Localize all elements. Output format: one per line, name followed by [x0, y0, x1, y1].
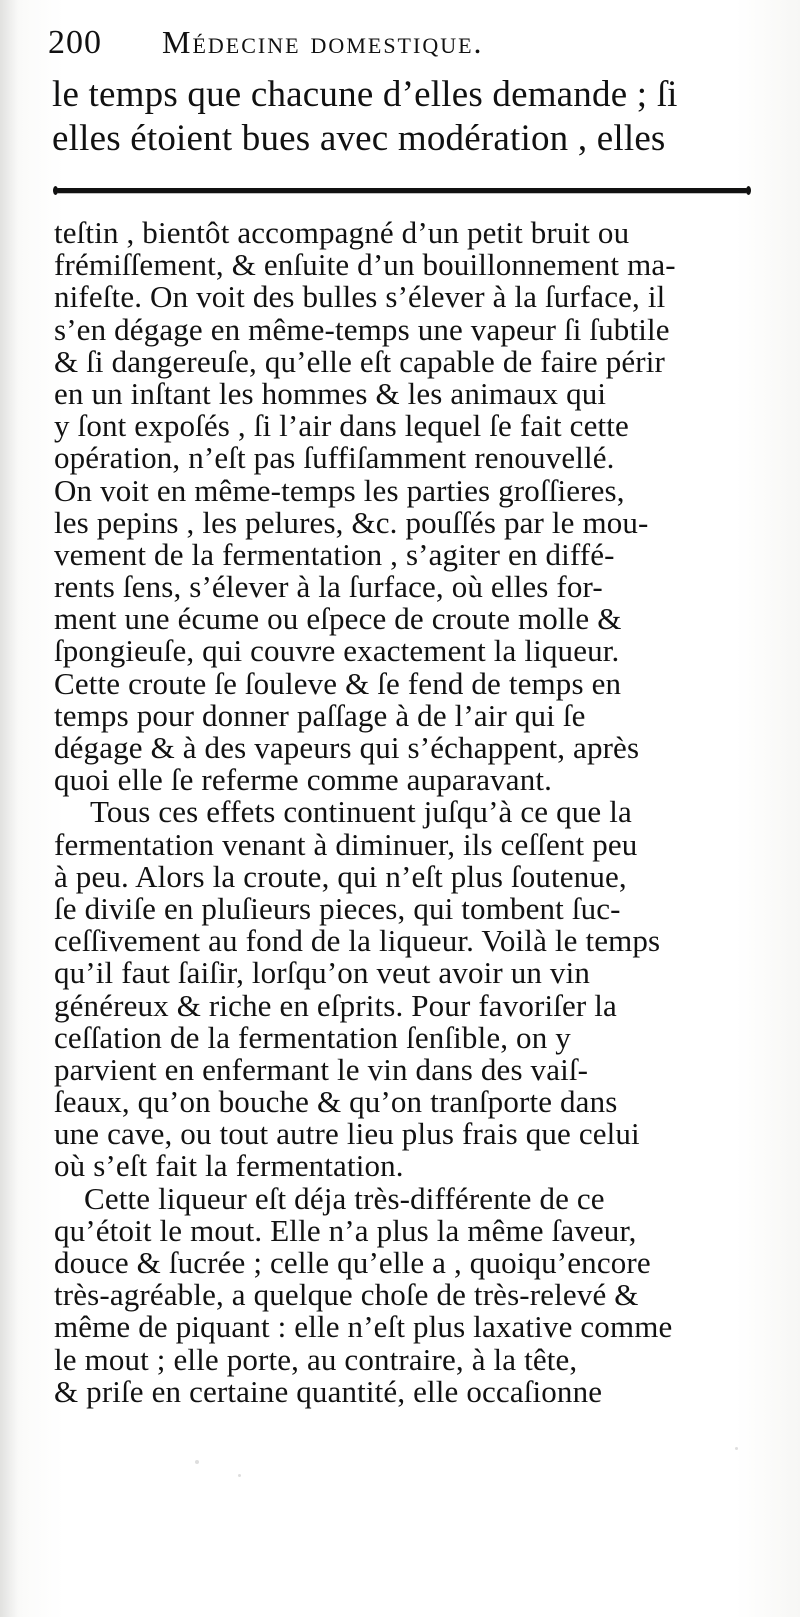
body-text-line: le mout ; elle porte, au contraire, à la tête,: [54, 1341, 578, 1377]
body-text-line: s’en dégage en même-temps une vapeur ſi ſubtile: [54, 311, 670, 347]
body-text-line: généreux & riche en eſprits. Pour favoriſer la: [54, 987, 617, 1023]
body-text-line: On voit en même-temps les parties groſſieres,: [54, 472, 625, 508]
body-text-line: frémiſſement, & enſuite d’un bouillonnement ma-: [54, 247, 676, 283]
page-body-text: [54, 217, 754, 1408]
body-text-line: une cave, ou tout autre lieu plus frais que celui: [54, 1116, 640, 1152]
section-rule: [56, 188, 748, 193]
paragraph-start-line: Cette liqueur eſt déja très-différente de ce: [84, 1180, 605, 1216]
body-text-line: nifeſte. On voit des bulles s’élever à la ſurface, il: [54, 279, 666, 315]
top-text-block: [52, 73, 752, 161]
body-text-line: y ſont expoſés , ſi l’air dans lequel ſe fait cette: [54, 408, 629, 444]
body-text-line: ſeaux, qu’on bouche & qu’on tranſporte dans: [54, 1084, 618, 1120]
paper-speck: [735, 1447, 738, 1450]
body-text-line: où s’eſt fait la fermentation.: [54, 1148, 404, 1184]
body-text-line: opération, n’eſt pas ſuffiſamment renouvellé.: [54, 440, 615, 476]
body-text-line: qu’il faut ſaiſir, lorſqu’on veut avoir un vin: [54, 955, 590, 991]
body-text-line: fermentation venant à diminuer, ils ceſſent peu: [54, 826, 638, 862]
body-text-line: parvient en enfermant le vin dans des vaiſ-: [54, 1051, 589, 1087]
body-text-line: les pepins , les pelures, &c. pouſſés par le mou-: [54, 504, 649, 540]
page-binding-shadow: [0, 0, 18, 1617]
paper-speck: [238, 1474, 241, 1477]
body-text-line: dégage & à des vapeurs qui s’échappent, après: [54, 730, 640, 765]
body-text-line: teſtin , bientôt accompagné d’un petit bruit ou: [54, 215, 630, 250]
body-text-line: ceſſivement au fond de la liqueur. Voilà le temps: [54, 923, 661, 959]
body-text-line: ſpongieuſe, qui couvre exactement la liqueur.: [54, 633, 620, 669]
top-text-line: le temps que chacune d’elles demande ; ſi: [52, 74, 678, 115]
page-number: 200: [48, 24, 102, 61]
body-text-line: & ſi dangereuſe, qu’elle eſt capable de faire périr: [54, 343, 665, 379]
body-text-line: qu’étoit le mout. Elle n’a plus la même ſaveur,: [54, 1212, 637, 1248]
body-text-line: vement de la fermentation , s’agiter en diffé-: [54, 536, 615, 572]
body-text-line: Cette croute ſe ſouleve & ſe fend de temps en: [54, 665, 622, 701]
body-text-line: & priſe en certaine quantité, elle occaſionne: [54, 1373, 603, 1409]
running-head: [48, 24, 748, 66]
paper-speck: [195, 1460, 199, 1464]
paragraph-start-line: Tous ces effets continuent juſqu’à ce que la: [90, 794, 632, 830]
top-text-line: elles étoient bues avec modération , elles: [52, 118, 666, 159]
body-text-line: à peu. Alors la croute, qui n’eſt plus ſoutenue,: [54, 858, 627, 894]
body-text-line: ceſſation de la fermentation ſenſible, on y: [54, 1019, 571, 1055]
body-text-line: très-agréable, a quelque choſe de très-relevé &: [54, 1277, 639, 1313]
body-text-line: en un inſtant les hommes & les animaux qui: [54, 375, 607, 411]
running-title: Médecine domestique.: [162, 24, 484, 60]
body-text-line: ſe diviſe en pluſieurs pieces, qui tombent ſuc-: [54, 890, 621, 926]
body-text-line: même de piquant : elle n’eſt plus laxative comme: [54, 1309, 673, 1345]
body-text-line: rents ſens, s’élever à la ſurface, où elles for-: [54, 569, 603, 605]
body-text-line: quoi elle ſe referme comme auparavant.: [54, 762, 553, 798]
body-text-line: ment une écume ou eſpece de croute molle &: [54, 601, 622, 637]
body-text-line: temps pour donner paſſage à de l’air qui ſe: [54, 697, 586, 733]
body-text-line: douce & ſucrée ; celle qu’elle a , quoiqu’encore: [54, 1245, 651, 1280]
